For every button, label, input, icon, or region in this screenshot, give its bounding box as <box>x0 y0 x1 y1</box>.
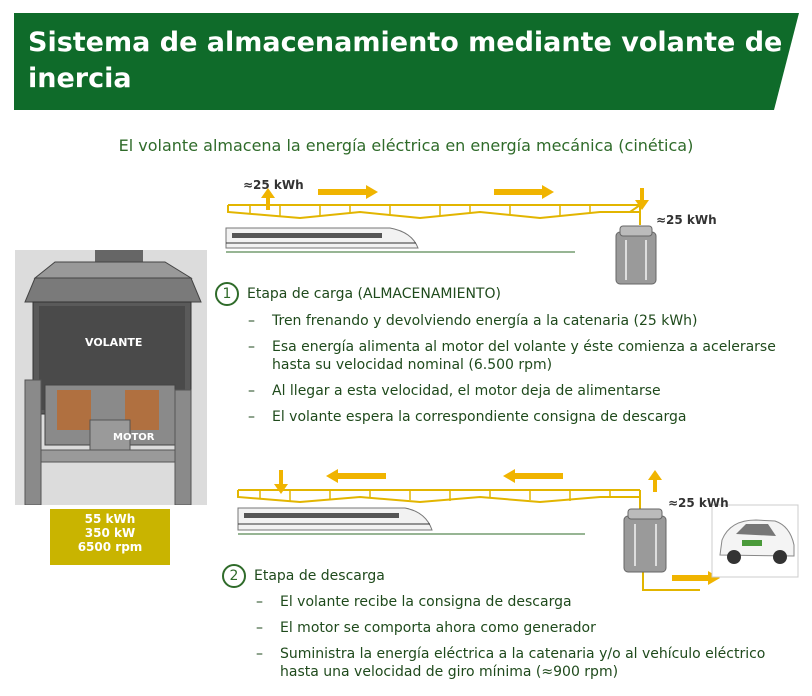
flywheel-unit-icon <box>624 509 666 572</box>
list-item: – Al llegar a esta velocidad, el motor deja de alimentarse <box>248 382 793 400</box>
subtitle: El volante almacena la energía eléctrica en energía mecánica (cinética) <box>118 136 694 155</box>
list-item: – Suministra la energía eléctrica a la catenaria y/o al vehículo eléctrico hasta una velocidad de giro mínima (≈900 rpm) <box>256 645 804 681</box>
stage2-heading <box>222 564 385 588</box>
list-item: – El volante recibe la consigna de descarga <box>256 593 804 611</box>
list-item: – Esa energía alimenta al motor del volante y éste comienza a acelerarse hasta su velocidad nominal (6.500 rpm) <box>248 338 793 374</box>
train-icon <box>238 508 585 534</box>
stage2-bullet-list <box>256 593 804 689</box>
spec-speed: 6500 rpm <box>77 540 143 554</box>
stage2-number: 2 <box>222 564 246 588</box>
specs-box <box>50 509 170 565</box>
charge-catenary <box>228 205 640 225</box>
stage1-number: 1 <box>215 282 239 306</box>
list-item: – El volante espera la correspondiente consigna de descarga <box>248 408 793 426</box>
flywheel-label: VOLANTE <box>85 336 143 349</box>
stage1-title: Etapa de carga (ALMACENAMIENTO) <box>247 286 501 302</box>
list-item: – El motor se comporta ahora como generador <box>256 619 804 637</box>
stage1-heading <box>215 282 501 306</box>
list-item: – Tren frenando y devolviendo energía a la catenaria (25 kWh) <box>248 312 793 330</box>
kwh-label-charge-train: ≈25 kWh <box>243 178 304 192</box>
stage2-title: Etapa de descarga <box>254 568 385 584</box>
kwh-label-discharge: ≈25 kWh <box>668 496 729 510</box>
train-icon <box>226 228 575 252</box>
electric-car-icon <box>712 505 798 577</box>
flywheel-machine-illustration <box>15 250 207 505</box>
page-title: Sistema de almacenamiento mediante volante de inercia <box>28 27 783 94</box>
spec-power: 350 kW <box>84 526 136 540</box>
kwh-label-charge-flywheel: ≈25 kWh <box>656 213 717 227</box>
flywheel-unit-icon <box>616 226 656 284</box>
motor-label: MOTOR <box>113 432 155 443</box>
spec-energy: 55 kWh <box>84 512 136 526</box>
stage1-bullet-list <box>248 312 793 434</box>
charge-arrows <box>261 185 649 210</box>
